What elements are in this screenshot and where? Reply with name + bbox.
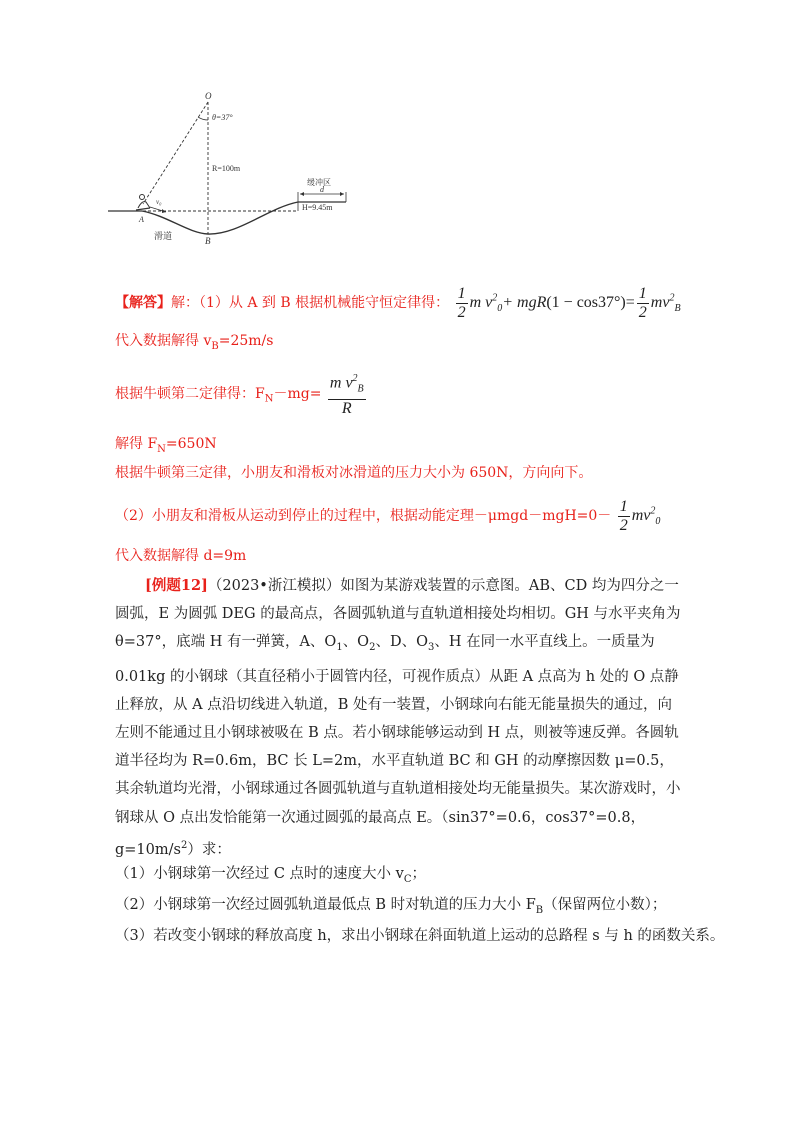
fraction-centripetal: $\frac{m v^2_B}{R}$ <box>328 370 366 418</box>
physics-diagram <box>108 88 368 258</box>
solution-line-4: 解得 $F_N=650N$ <box>115 436 217 455</box>
solution-line-5: 根据牛顿第三定律，小朋友和滑板对冰滑道的压力大小为 650N，方向向下。 <box>115 465 593 481</box>
solution-line-6: （2）小朋友和滑板从运动到停止的过程中，根据动能定理－μmgd－mgH=0－ $\frac{1}{2}$ $mv^2_0$ <box>115 498 661 534</box>
label-track: 滑道 <box>154 231 173 241</box>
skater-icon <box>140 195 145 200</box>
label-A: A <box>139 215 144 224</box>
label-B: B <box>205 236 211 246</box>
equation-energy-conservation: $\frac{1}{2}$ m $v^2_0+ mgR(1 - \cos 37^\circ)=$ $\frac{1}{2}$ $mv^2_B$ <box>457 285 681 321</box>
track-curve <box>142 202 298 234</box>
example-label: [例题12] <box>145 577 208 594</box>
label-buffer-zone: 缓冲区 <box>307 178 331 187</box>
label-v0: v₀ <box>156 198 162 206</box>
label-d: d <box>320 185 324 194</box>
solution-part1-text: 解：（1）从 A 到 B 根据机械能守恒定律得： <box>171 295 450 312</box>
solution-line-2: 代入数据解得 $v_B=25m/s$ <box>115 333 274 352</box>
label-radius: R=100m <box>212 164 241 173</box>
example-source: （2023•浙江模拟） <box>207 578 341 594</box>
track-diagram-svg <box>108 88 368 258</box>
label-H: H=9.45m <box>302 203 333 212</box>
question-3: （3）若改变小钢球的释放高度 h，求出小钢球在斜面轨道上运动的总路程 s 与 h 的函数关系。 <box>115 928 725 944</box>
solution-line-1 <box>115 285 681 322</box>
solution-line-3: 根据牛顿第二定律得：$F_N-mg=$ $\frac{m v^2_B}{R}$ <box>115 370 368 418</box>
question-1: （1）小钢球第一次经过 C 点时的速度大小 $v_C$； <box>115 866 426 885</box>
solution-line-7: 代入数据解得 d=9m <box>115 548 247 564</box>
solution-tag: 【解答】 <box>115 295 171 312</box>
label-theta: θ=37° <box>212 113 233 122</box>
label-O: O <box>205 91 212 101</box>
question-2: （2）小钢球第一次经过圆弧轨道最低点 B 时对轨道的压力大小 $F_B$（保留两位小数）； <box>115 897 667 916</box>
example-paragraph: [例题12]（2023•浙江模拟）如图为某游戏装置的示意图。AB、CD 均为四分之一圆弧，E 为圆弧 DEG 的最高点，各圆弧轨道与直轨道相接处均相切。GH 与水平夹角为θ=37°，底端 H 有一弹簧，A、$O_1$、$O_2$、D、$O_3$、H 在同一水平直线上。一质量为 0.01kg 的小钢球（其直径稍小于圆管内径，可视作质点）从距 A 点高为 h 处的 O 点静止释放，从 A 点沿切线进入轨道，B 处有一装置，小钢球向右能无能量损失的通过，向左则不能通过且小钢球被吸在 B 点。若小钢球能够运动到 H 点，则被等速反弹。各圆轨道半径均为 R=0.6m，BC 长 L=2m，水平直轨道 BC 和 GH 的动摩擦因数 μ=0.5，其余轨道均光滑，小钢球通过各圆弧轨道与直轨道相接处均无能量损失。某次游戏时，小钢球从 O 点出发恰能第一次通过圆弧的最高点 E。（sin37°=0.6，cos37°=0.8，$g=10m/s^2$）求： <box>115 577 681 858</box>
